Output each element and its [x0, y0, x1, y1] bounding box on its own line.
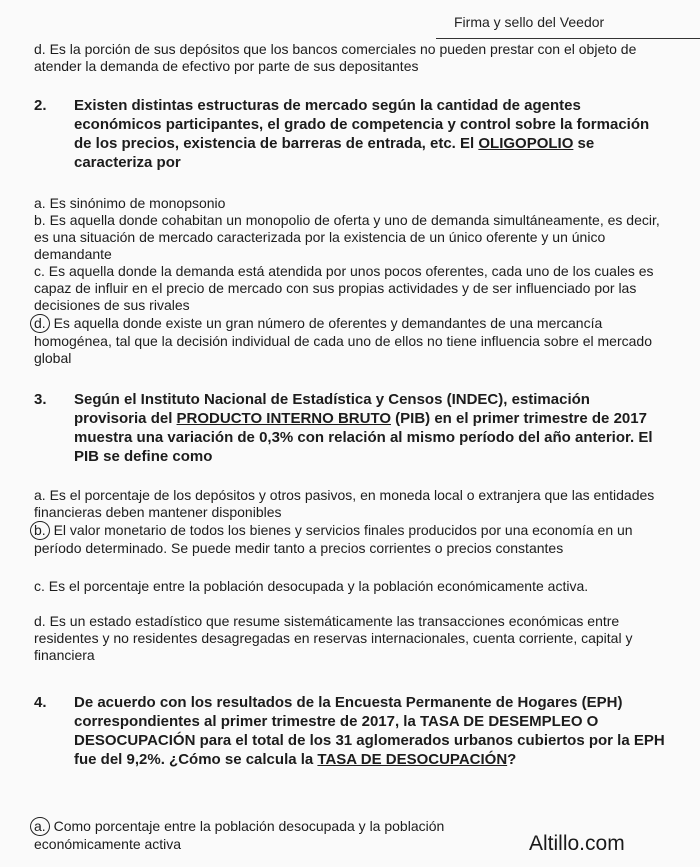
q1-option-d: d. Es la porción de sus depósitos que los bancos comerciales no pueden prestar con el objeto de atender la demanda de efectivo por parte de sus depositantes: [34, 41, 637, 74]
question-4: [34, 693, 666, 793]
q3-selected-marker: b.: [30, 521, 50, 540]
q2-option-a: a. Es sinónimo de monopsonio: [34, 195, 226, 211]
question-3-text: Según el Instituto Nacional de Estadística y Censos (INDEC), estimación provisoria del PRODUCTO INTERNO BRUTO (PIB) en el primer trimestre de 2017 muestra una variación de 0,3% con relación al mismo período del año anterior. El PIB se define como: [74, 391, 653, 465]
q4-selected-marker: a.: [30, 817, 50, 836]
question-2-term: OLIGOPOLIO: [478, 135, 574, 152]
q3-option-a: a. Es el porcentaje de los depósitos y otros pasivos, en moneda local o extranjera que las entidades financieras deben mantener disponibles: [34, 487, 655, 520]
question-3-number: 3.: [34, 391, 47, 408]
q3-option-b: b. El valor monetario de todos los bienes y servicios finales producidos por una economía en un período determinado. Se puede medir tanto a precios corrientes o precios constantes: [34, 521, 664, 557]
q2-selected-marker: d.: [30, 314, 50, 333]
q2-option-b: b. Es aquella donde cohabitan un monopolio de oferta y uno de demanda simultáneamente, es decir, es una situación de mercado caracterizada por la existencia de un único oferente y un único demandante: [34, 212, 660, 262]
q3-option-d: d. Es un estado estadístico que resume sistemáticamente las transacciones económicas entre residentes y no residentes desagregadas en reservas internacionales, cuenta corriente, capital y financiera: [34, 613, 633, 663]
q4-option-a: a. Como porcentaje entre la población desocupada y la población económicamente activa: [34, 817, 514, 853]
veedor-signature-label: Firma y sello del Veedor: [454, 14, 605, 30]
question-4-number: 4.: [34, 694, 47, 711]
q2-option-d: d. Es aquella donde existe un gran número de oferentes y demandantes de una mercancía homogénea, tal que la decisión individual de cada uno de ellos no tiene influencia sobre el mercado global: [34, 314, 664, 367]
watermark-logo: Altillo.com: [529, 832, 625, 855]
signature-line: [436, 38, 700, 39]
q2-option-c: c. Es aquella donde la demanda está atendida por unos pocos oferentes, cada uno de los cuales es capaz de influir en el precio de mercado con sus propias actividades y de ser influenciado por las decisiones de sus rivales: [34, 263, 654, 313]
question-4-text: De acuerdo con los resultados de la Encuesta Permanente de Hogares (EPH) correspondientes al primer trimestre de 2017, la TASA DE DESEMPLEO O DESOCUPACIÓN para el total de los 31 aglomerados urbanos cubiertos por la EPH fue del 9,2%. ¿Cómo se calcula la TASA DE DESOCUPACIÓN?: [74, 694, 665, 768]
q3-option-c: c. Es el porcentaje entre la población desocupada y la población económicamente activa.: [34, 578, 589, 594]
question-4-term: TASA DE DESOCUPACIÓN: [317, 751, 508, 768]
question-2-number: 2.: [34, 97, 47, 114]
question-2-text: Existen distintas estructuras de mercado según la cantidad de agentes económicos participantes, el grado de competencia y control sobre la formación de los precios, existencia de barreras de entrada, etc. El OLIGOPOLIO se caracteriza por: [74, 97, 650, 171]
question-3-term: PRODUCTO INTERNO BRUTO: [176, 410, 391, 427]
question-2: [34, 96, 666, 178]
question-3: [34, 390, 666, 472]
